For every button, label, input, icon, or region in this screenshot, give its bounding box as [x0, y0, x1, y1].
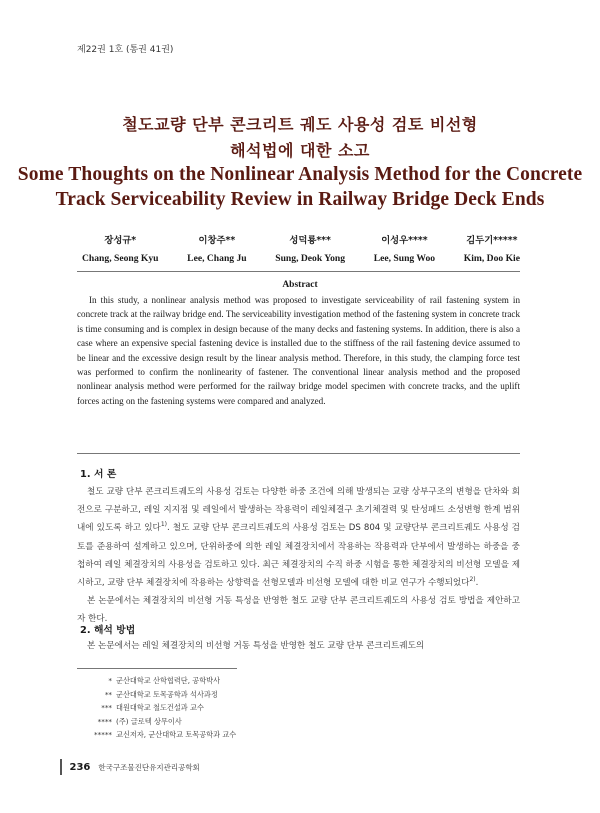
korean-title-line-1: 철도교량 단부 콘크리트 궤도 사용성 검토 비선형 [122, 115, 478, 134]
abstract-heading: Abstract [282, 280, 318, 290]
author-2 [187, 232, 246, 264]
footnote-text: 교신저자, 군산대학교 토목공학과 교수 [116, 730, 237, 740]
footnote-item [82, 688, 236, 702]
english-title-line-1: Some Thoughts on the Nonlinear Analysis Method for the Concrete [17, 164, 583, 185]
author-4 [374, 232, 435, 264]
author-name-ko: 장성규* [104, 235, 137, 246]
section-1-paragraph-1 [77, 483, 520, 592]
author-name-ko: 이성우**** [381, 235, 428, 246]
footnote-text: 대원대학교 철도건설과 교수 [116, 703, 204, 713]
footnote-text: 군산대학교 토목공학과 석사과정 [116, 689, 218, 699]
footer-bar [60, 759, 62, 775]
english-title-line-2: Track Serviceability Review in Railway Bridge Deck Ends [55, 189, 545, 210]
abstract-text: In this study, a nonlinear analysis method was proposed to investigate serviceability of rail fastening system in concrete track at the railway bridge end. The serviceability investigation method of the fastening system in concrete track is time consuming and is complex in design because of the many decks and fastening systems. In addition, there is also a case where an expensive special fastening device is installed due to the stiffness of the rail fastening device assumed to be linear and the excessive design result by the linear analysis method. Therefore, in this study, the clamping force test was performed to confirm the nonlinearity of fastener. The conventional linear analysis method and the proposed nonlinear analysis method were performed for the railway bridge model specimen with concrete tracks, and the uplift forces acting on the fastening systems were compared and analyzed. [77, 295, 520, 406]
paragraph-text: 철도 교량 단부 콘크리트궤도의 사용성 검토는 다양한 하중 조건에 의해 발생되는 교량 상부구조의 변형을 단차와 회전으로 구분하고, 레일 지지점 및 레일에서 발생하는 작용력이 레일체결구 초기체결력 및 탄성패드 소성변형 한계 범위 내에 있도록 하고 있다 [77, 487, 520, 534]
abstract-bottom-divider [77, 453, 520, 454]
citation-ref: 1) [160, 521, 168, 529]
publisher-name: 한국구조물진단유지관리공학회 [98, 762, 200, 772]
footnote-mark: * [108, 676, 112, 685]
footnote-mark: **** [97, 716, 112, 726]
author-name-ko: 김두기***** [466, 235, 518, 246]
paragraph-text: . [475, 578, 479, 589]
author-5 [464, 232, 520, 264]
footnote-mark: ** [104, 689, 112, 699]
footnote-item [82, 701, 236, 715]
footnote-text: 군산대학교 산학협력단, 공학박사 [116, 676, 221, 685]
citation-ref: 2) [469, 576, 476, 584]
journal-issue-header: 제22권 1호 (통권 41권) [77, 45, 174, 55]
section-1-paragraph-2: 본 논문에서는 체결장치의 비선형 거동 특성을 반영한 철도 교량 단부 콘크리트궤도의 사용성 검토 방법을 제안하고자 한다. [77, 596, 520, 625]
section-1-body [77, 483, 520, 629]
author-name-en: Kim, Doo Kie [463, 253, 520, 264]
footnote-mark: ***** [94, 730, 112, 740]
author-name-en: Sung, Deok Yong [275, 253, 346, 264]
footnotes [82, 674, 236, 742]
footnote-item [82, 715, 236, 729]
author-name-ko: 성덕룡*** [289, 235, 331, 246]
footnote-mark: *** [101, 703, 112, 713]
author-name-en: Lee, Chang Ju [187, 253, 247, 264]
section-2-body [77, 637, 520, 655]
page-number: 236 [69, 761, 91, 773]
abstract-top-divider [77, 271, 520, 272]
section-2-paragraph-1: 본 논문에서는 레일 체결장치의 비선형 거동 특성을 반영한 철도 교량 단부 콘크리트궤도의 [87, 641, 425, 651]
footnote-item [82, 728, 236, 742]
section-2-heading: 2. 해석 방법 [80, 625, 136, 636]
footnote-divider [77, 668, 237, 669]
page-footer [60, 759, 200, 775]
footnote-text: (주) 글로텍 상무이사 [116, 716, 182, 726]
author-list [82, 232, 520, 264]
author-name-ko: 이창주** [198, 235, 236, 246]
section-1-heading: 1. 서 론 [80, 469, 117, 480]
author-1 [82, 232, 159, 264]
author-3 [275, 232, 345, 264]
author-name-en: Lee, Sung Woo [373, 253, 436, 264]
paragraph-text: . 철도 교량 단부 콘크리트궤도의 사용성 검토는 DS 804 및 교량단부 콘크리트궤도 사용성 검토를 준용하여 설계하고 있으며, 단위하중에 의한 레일 체결장치에서 작용하는 작용력과 단부에서 발생하는 하중을 중첩하여 레일 체결장치의 사용성을 검토하고 있다. 최근 체결장치의 수직 하중 시험을 통한 체결장치의 비선형 모델을 제시하고, 교량 단부 체결장치에 작용하는 상향력을 선형모델과 비선형 모델에 대한 비교 연구가 수행되었다 [77, 523, 520, 589]
korean-title-line-2: 해석법에 대한 소고 [230, 141, 370, 160]
footnote-item [82, 674, 236, 688]
author-name-en: Chang, Seong Kyu [82, 253, 159, 264]
